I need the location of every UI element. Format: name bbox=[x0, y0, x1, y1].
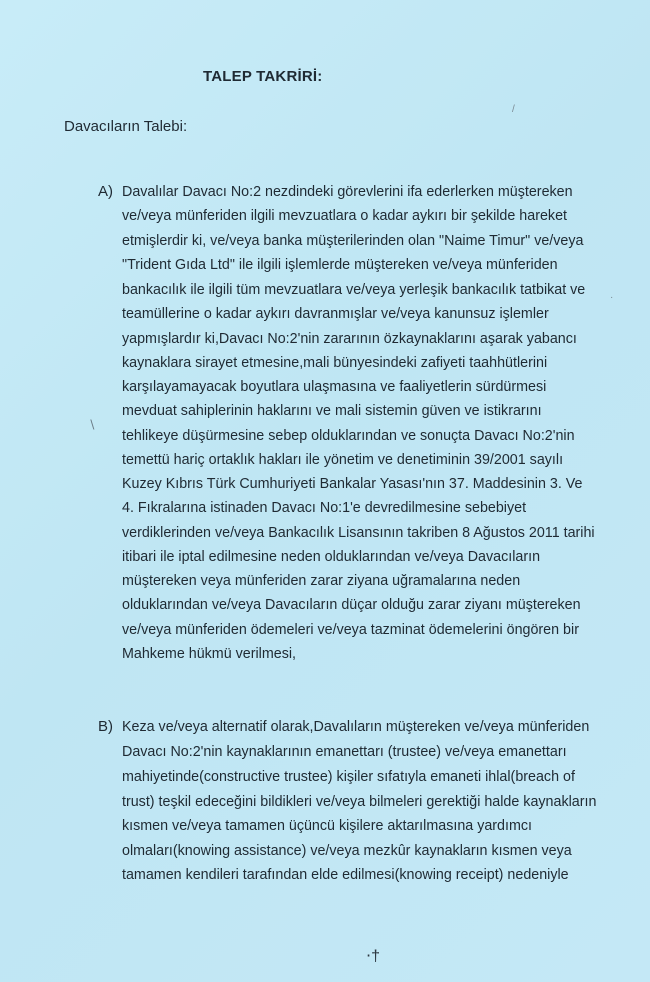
section-a-line: 4. Fıkralarına istinaden Davacı No:1'e devredilmesine sebebiyet bbox=[122, 500, 527, 516]
section-b-line: Keza ve/veya alternatif olarak,Davalıların müştereken ve/veya münferiden bbox=[122, 719, 590, 735]
section-a-line: tehlikeye düşürmesine sebep olduklarından ve sonuçta Davacı No:2'nin bbox=[122, 428, 575, 444]
section-a-line: ve/veya münferiden ilgili mevzuatlara o kadar aykırı bir şekilde hareket bbox=[122, 208, 567, 224]
section-b-marker: B) bbox=[98, 718, 113, 735]
section-a-line: itibari ile iptal edilmesine neden olduklarından ve/veya Davacıların bbox=[122, 549, 541, 565]
section-a-line: karşılayamayacak boyutlara ulaşmasına ve faaliyetlerin sürdürmesi bbox=[122, 379, 547, 395]
section-a-line: Kuzey Kıbrıs Türk Cumhuriyeti Bankalar Yasası'nın 37. Maddesinin 3. Ve bbox=[122, 476, 583, 492]
section-a-line: verdiklerinden ve/veya Bankacılık Lisansının takriben 8 Ağustos 2011 tarihi bbox=[122, 525, 595, 541]
section-a-line: etmişlerdir ki, ve/veya banka müşterilerinden olan "Naime Timur" ve/veya bbox=[122, 233, 584, 249]
section-a-marker: A) bbox=[98, 183, 113, 200]
section-a-line: müştereken veya münferiden zarar ziyana uğramalarına neden bbox=[122, 573, 521, 589]
plaintiffs-claim-heading: Davacıların Talebi: bbox=[64, 118, 188, 135]
handwritten-initial-mark: ⋅† bbox=[366, 948, 380, 965]
section-b-line: kısmen ve/veya tamamen üçüncü kişilere aktarılmasına yardımcı bbox=[122, 818, 533, 834]
margin-tick-mark: ∖ bbox=[88, 418, 96, 432]
section-a-line: kaynaklara sirayet etmesine,mali bünyesindeki zafiyeti taahhütlerini bbox=[122, 355, 548, 371]
section-a-line: teamüllerine o kadar aykırı davranmışlar ve/veya kanunsuz işlemler bbox=[122, 306, 549, 322]
document-title: TALEP TAKRİRİ: bbox=[203, 68, 323, 85]
scan-speck: · bbox=[610, 292, 614, 303]
section-b-line: trust) teşkil edeceğini bildikleri ve/veya bilmeleri gerektiği halde kaynakların bbox=[122, 794, 597, 810]
section-a-line: ve/veya münferiden ödemeleri ve/veya tazminat ödemelerini öngören bir bbox=[122, 622, 579, 638]
section-a-line: "Trident Gıda Ltd" ile ilgili işlemlerde müştereken ve/veya münferiden bbox=[122, 257, 558, 273]
section-b-line: Davacı No:2'nin kaynaklarının emanettarı (trustee) ve/veya emanettarı bbox=[122, 744, 567, 760]
scan-speck: / bbox=[512, 104, 515, 115]
section-a-line: Davalılar Davacı No:2 nezdindeki görevlerini ifa ederlerken müştereken bbox=[122, 184, 573, 200]
section-b-line: tamamen kendileri tarafından elde edilmesi(knowing receipt) nedeniyle bbox=[122, 867, 569, 883]
section-a-line: bankacılık ile ilgili tüm mevzuatlara ve/veya yerleşik bankacılık tatbikat ve bbox=[122, 282, 586, 298]
section-b-line: olmaları(knowing assistance) ve/veya mezkûr kaynakların kısmen veya bbox=[122, 843, 572, 859]
section-b-line: mahiyetinde(constructive trustee) kişiler sıfatıyla emaneti ihlal(breach of bbox=[122, 769, 575, 785]
section-a-line: Mahkeme hükmü verilmesi, bbox=[122, 646, 296, 662]
section-a-line: yapmışlardır ki,Davacı No:2'nin zararının özkaynaklarını aşarak yabancı bbox=[122, 331, 577, 347]
section-a-line: olduklarından ve/veya Davacıların düçar olduğu zarar ziyanı müştereken bbox=[122, 597, 581, 613]
section-a-line: temettü hariç ortaklık hakları ile yönetim ve denetiminin 39/2001 sayılı bbox=[122, 452, 564, 468]
section-a-line: mevduat sahiplerinin haklarını ve mali sistemin güven ve istikrarını bbox=[122, 403, 542, 419]
